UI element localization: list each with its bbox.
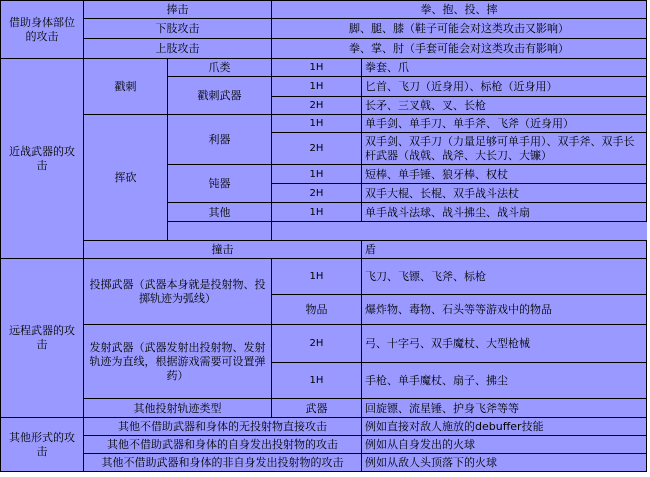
subcategory-swing: 挥砍 xyxy=(84,115,168,241)
desc-cell: 盾 xyxy=(362,241,647,259)
desc-cell: 脚、腿、膝（鞋子可能会对这类攻击又影响） xyxy=(272,19,647,39)
table-row xyxy=(1,325,647,363)
hand-cell-empty xyxy=(168,222,272,241)
desc-cell: 拳套、爪 xyxy=(362,59,647,77)
desc-cell: 双手剑、双手刀（力量足够可单手用）、双手斧、双手长杆武器（战戟、战斧、大长刀、大镰） xyxy=(362,133,647,165)
subcategory-stab: 戳刺 xyxy=(84,59,168,115)
desc-cell: 爆炸物、毒物、石头等等游戏中的物品 xyxy=(362,295,647,325)
hand-cell: 2H xyxy=(272,97,362,115)
table-row xyxy=(1,115,647,133)
category-melee: 近战武器的攻击 xyxy=(1,59,84,259)
hand-cell: 1H xyxy=(272,363,362,399)
type-cell: 其他不借助武器和身体的无投射物直接攻击 xyxy=(84,418,362,436)
weapon-type-sharp: 利器 xyxy=(168,115,272,165)
type-cell: 其他不借助武器和身体的非自身发出投射物的攻击 xyxy=(84,454,362,472)
subcategory-bash: 撞击 xyxy=(84,241,362,259)
hand-cell: 2H xyxy=(272,133,362,165)
desc-cell: 例如直接对敌人施放的debuffer技能 xyxy=(362,418,647,436)
desc-cell: 拳、抱、投、摔 xyxy=(272,1,647,19)
table-row xyxy=(1,454,647,472)
weapon-type-other: 其他 xyxy=(168,203,272,222)
hand-cell: 1H xyxy=(272,115,362,133)
weapon-type-blunt: 钝器 xyxy=(168,165,272,203)
hand-cell: 1H xyxy=(272,59,362,77)
type-cell: 捧击 xyxy=(84,1,272,19)
desc-cell: 拳、掌、肘（手套可能会对这类攻击有影响） xyxy=(272,39,647,59)
desc-cell: 回旋镖、流星锤、护身飞斧等等 xyxy=(362,399,647,418)
table-row xyxy=(1,241,647,259)
hand-cell: 1H xyxy=(272,77,362,97)
category-ranged: 远程武器的攻击 xyxy=(1,259,84,418)
table-row xyxy=(1,259,647,295)
type-cell: 上肢攻击 xyxy=(84,39,272,59)
desc-cell: 例如从自身发出的火球 xyxy=(362,436,647,454)
hand-cell: 1H xyxy=(272,203,362,222)
type-cell: 其他不借助武器和身体的自身发出投射物的攻击 xyxy=(84,436,362,454)
desc-cell: 双手大棍、长棍、双手战斗法杖 xyxy=(362,184,647,203)
desc-cell: 单手剑、单手刀、单手斧、飞斧（近身用） xyxy=(362,115,647,133)
subcategory-other-projectile: 其他投射轨迹类型 xyxy=(84,399,272,418)
hand-cell: 武器 xyxy=(272,399,362,418)
hand-cell: 2H xyxy=(272,325,362,363)
table-row xyxy=(1,59,647,77)
weapon-type-claw: 爪类 xyxy=(168,59,272,77)
desc-cell: 手枪、单手魔杖、扇子、拂尘 xyxy=(362,363,647,399)
subcategory-throw: 投掷武器（武器本身就是投射物、投掷轨迹为弧线） xyxy=(84,259,272,325)
hand-cell: 1H xyxy=(272,259,362,295)
type-cell: 下肢攻击 xyxy=(84,19,272,39)
desc-cell: 单手战斗法球、战斗拂尘、战斗扇 xyxy=(362,203,647,222)
hand-cell: 1H xyxy=(272,165,362,184)
desc-cell: 弓、十字弓、双手魔杖、大型枪械 xyxy=(362,325,647,363)
category-body: 借助身体部位的攻击 xyxy=(1,1,84,59)
desc-cell: 匕首、飞刀（近身用）、标枪（近身用） xyxy=(362,77,647,97)
subcategory-launch: 发射武器（武器发射出投射物、发射轨迹为直线，根据游戏需要可设置弹药） xyxy=(84,325,272,399)
category-misc: 其他形式的攻击 xyxy=(1,418,84,472)
weapon-type-stab-weapon: 戳刺武器 xyxy=(168,77,272,115)
table-row xyxy=(1,39,647,59)
desc-cell: 飞刀、飞镖、飞斧、标枪 xyxy=(362,259,647,295)
table-row xyxy=(1,399,647,418)
table-row xyxy=(1,436,647,454)
hand-cell: 物品 xyxy=(272,295,362,325)
table-row xyxy=(1,1,647,19)
table-row xyxy=(1,418,647,436)
desc-cell: 例如从敌人头顶落下的火球 xyxy=(362,454,647,472)
table-row xyxy=(1,19,647,39)
hand-cell: 2H xyxy=(272,184,362,203)
desc-cell: 短棒、单手锤、狼牙棒、权杖 xyxy=(362,165,647,184)
desc-cell: 长矛、三叉戟、叉、长枪 xyxy=(362,97,647,115)
